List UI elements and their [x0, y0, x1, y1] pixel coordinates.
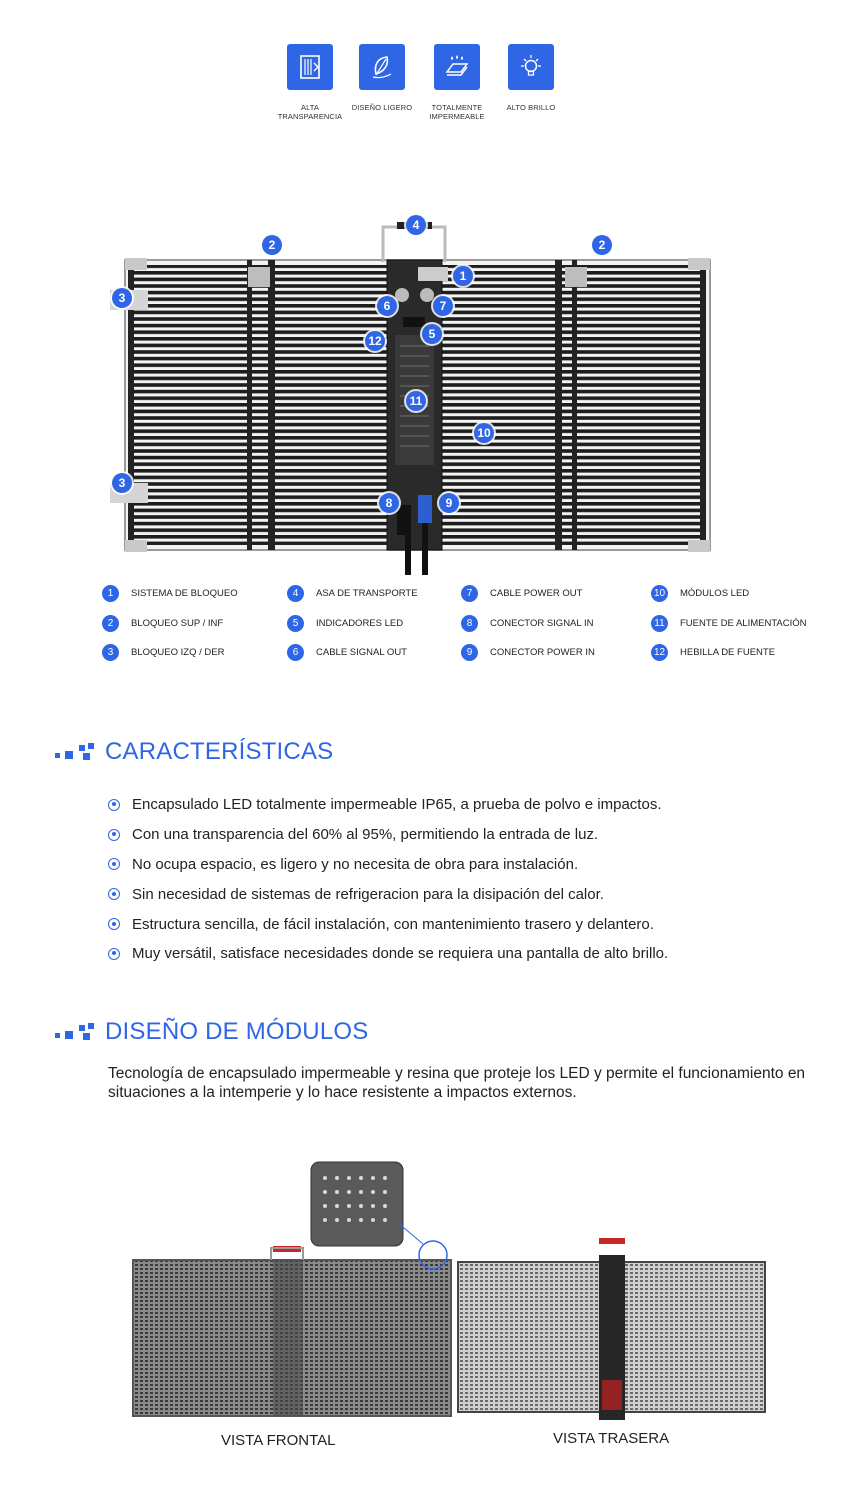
- legend-number: 3: [102, 644, 119, 661]
- feature-list: [108, 790, 808, 969]
- legend-label: INDICADORES LED: [316, 617, 404, 629]
- legend-item: [461, 609, 595, 639]
- diagram-marker: 3: [112, 473, 132, 493]
- legend-label: BLOQUEO IZQ / DER: [131, 647, 225, 659]
- legend-number: 10: [651, 585, 668, 602]
- list-item: [108, 939, 808, 969]
- rear-view-caption: VISTA TRASERA: [553, 1430, 670, 1447]
- diagram-marker: 2: [592, 235, 612, 255]
- legend-item: [651, 579, 807, 609]
- feather-icon: [359, 44, 405, 90]
- diagram-marker: 4: [406, 215, 426, 235]
- diagram-marker: 11: [406, 391, 426, 411]
- legend-number: 11: [651, 615, 668, 632]
- diagram-marker: 9: [439, 493, 459, 513]
- list-item-text: Sin necesidad de sistemas de refrigeracion para la disipación del calor.: [132, 885, 604, 903]
- front-view-caption: VISTA FRONTAL: [221, 1432, 336, 1449]
- panel-photos-illustration: [125, 1160, 775, 1460]
- diagram-legend: [102, 579, 842, 659]
- bullet-icon: [108, 799, 120, 811]
- legend-number: 7: [461, 585, 478, 602]
- feature-transparency: [270, 44, 350, 121]
- legend-item: [461, 638, 595, 668]
- bullet-icon: [108, 888, 120, 900]
- legend-number: 8: [461, 615, 478, 632]
- list-item: [108, 850, 808, 880]
- section-title: CARACTERÍSTICAS: [105, 738, 334, 765]
- diagram-marker: 6: [377, 296, 397, 316]
- legend-label: HEBILLA DE FUENTE: [680, 647, 776, 659]
- section-marker-icon: [55, 1021, 97, 1043]
- legend-column: [102, 579, 238, 668]
- legend-number: 12: [651, 644, 668, 661]
- section-marker-icon: [55, 741, 97, 763]
- bullet-icon: [108, 858, 120, 870]
- list-item: [108, 790, 808, 820]
- legend-item: [102, 609, 238, 639]
- diagram-marker: 2: [262, 235, 282, 255]
- legend-item: [102, 579, 238, 609]
- bullet-icon: [108, 948, 120, 960]
- feature-label: ALTO BRILLO: [506, 103, 556, 112]
- list-item-text: Estructura sencilla, de fácil instalación, con mantenimiento trasero y delantero.: [132, 915, 654, 933]
- modulos-description: Tecnología de encapsulado impermeable y resina que proteje los LED y permite el funcionamiento en situaciones a la intemperie y lo hace resistente a impactos externos.: [108, 1065, 806, 1101]
- legend-column: [461, 579, 595, 668]
- legend-number: 6: [287, 644, 304, 661]
- list-item: [108, 820, 808, 850]
- list-item: [108, 879, 808, 909]
- legend-label: CABLE SIGNAL OUT: [316, 647, 407, 659]
- legend-column: [651, 579, 807, 668]
- feature-label: DISEÑO LIGERO: [351, 103, 413, 112]
- legend-number: 2: [102, 615, 119, 632]
- list-item-text: Encapsulado LED totalmente impermeable IP65, a prueba de polvo e impactos.: [132, 796, 662, 814]
- legend-label: SISTEMA DE BLOQUEO: [131, 588, 238, 600]
- diagram-marker: 7: [433, 296, 453, 316]
- legend-label: FUENTE DE ALIMENTACIÓN: [680, 617, 807, 629]
- legend-label: CABLE POWER OUT: [490, 588, 583, 600]
- diagram-marker: 10: [474, 423, 494, 443]
- lightbulb-icon: [508, 44, 554, 90]
- feature-icons: [270, 44, 560, 134]
- diagram-marker: 12: [365, 331, 385, 351]
- legend-number: 1: [102, 585, 119, 602]
- list-item-text: Muy versátil, satisface necesidades donde se requiera una pantalla de alto brillo.: [132, 945, 669, 963]
- legend-item: [651, 609, 807, 639]
- diagram-marker: 3: [112, 288, 132, 308]
- list-item-text: No ocupa espacio, es ligero y no necesita de obra para instalación.: [132, 855, 579, 873]
- legend-item: [287, 609, 418, 639]
- legend-number: 5: [287, 615, 304, 632]
- section-title: DISEÑO DE MÓDULOS: [105, 1018, 369, 1045]
- legend-item: [461, 579, 595, 609]
- legend-column: [287, 579, 418, 668]
- feature-label: ALTA TRANSPARENCIA: [277, 103, 343, 121]
- panel-photos: [125, 1160, 775, 1460]
- caracteristicas-heading: [55, 738, 333, 766]
- legend-label: BLOQUEO SUP / INF: [131, 617, 224, 629]
- legend-item: [287, 579, 418, 609]
- bullet-icon: [108, 918, 120, 930]
- waterproof-icon: [434, 44, 480, 90]
- legend-item: [651, 638, 807, 668]
- legend-label: MÓDULOS LED: [680, 588, 750, 600]
- legend-label: CONECTOR SIGNAL IN: [490, 617, 594, 629]
- legend-label: CONECTOR POWER IN: [490, 647, 595, 659]
- panel-diagram: [100, 205, 730, 585]
- legend-number: 4: [287, 585, 304, 602]
- feature-waterproof: [417, 44, 497, 121]
- legend-item: [287, 638, 418, 668]
- diagram-marker: 1: [453, 266, 473, 286]
- bullet-icon: [108, 829, 120, 841]
- diagram-marker: 5: [422, 324, 442, 344]
- legend-item: [102, 638, 238, 668]
- list-item-text: Con una transparencia del 60% al 95%, permitiendo la entrada de luz.: [132, 826, 599, 844]
- feature-light: [342, 44, 422, 112]
- transparency-icon: [287, 44, 333, 90]
- feature-label: TOTALMENTE IMPERMEABLE: [429, 103, 485, 121]
- legend-label: ASA DE TRANSPORTE: [316, 588, 418, 600]
- list-item: [108, 909, 808, 939]
- modulos-heading: [55, 1018, 368, 1046]
- diagram-marker: 8: [379, 493, 399, 513]
- legend-number: 9: [461, 644, 478, 661]
- feature-brightness: [491, 44, 571, 112]
